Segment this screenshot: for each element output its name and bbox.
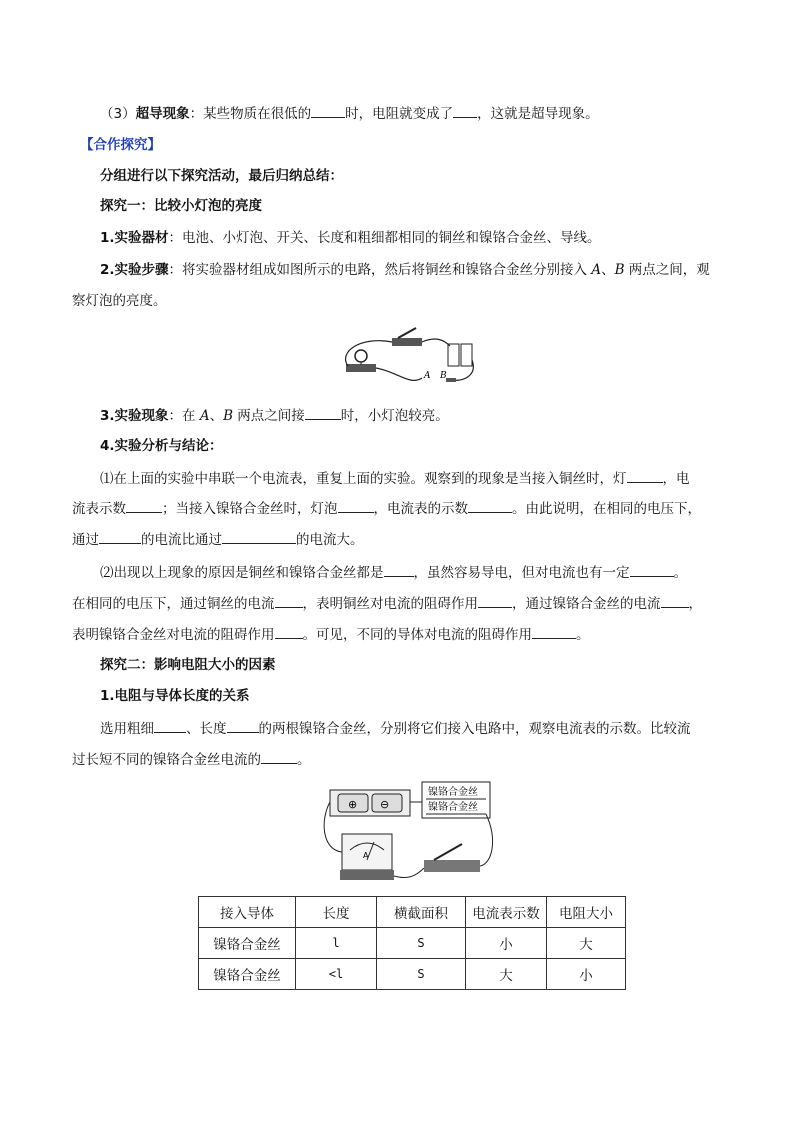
switch-lever	[434, 844, 462, 860]
steps-line	[100, 260, 760, 280]
answer-blank[interactable]	[222, 529, 296, 544]
text-segment: ，	[688, 596, 702, 612]
bulb-circuit-figure	[340, 322, 480, 390]
bulb-base	[346, 364, 376, 372]
table-header-cell: 电阻大小	[547, 897, 626, 928]
equipment-line	[100, 228, 760, 248]
equipment-label: 1.实验器材	[100, 230, 169, 246]
answer-blank[interactable]	[478, 593, 512, 608]
analysis-p2-line3	[72, 624, 732, 645]
answer-blank[interactable]	[532, 624, 576, 639]
minus-sign: ⊖	[380, 798, 390, 811]
steps-label: 2.实验步骤	[100, 262, 169, 278]
analysis-p2-line1	[100, 562, 760, 583]
text-segment: 的两根镍铬合金丝，分别将它们接入电路中，观察电流表的示数。比较流	[258, 721, 691, 737]
table-header-cell: 横截面积	[377, 897, 466, 928]
table-row	[199, 928, 626, 959]
table-cell: 镍铬合金丝	[199, 959, 296, 990]
ammeter-label: A	[363, 851, 369, 860]
coop-header	[80, 135, 740, 155]
answer-blank[interactable]	[261, 749, 297, 764]
point-a: A	[591, 262, 602, 278]
explore1-title: 探究一：比较小灯泡的亮度	[100, 198, 262, 214]
phenomenon-line	[100, 405, 760, 426]
wire-label-1: 镍铬合金丝	[428, 787, 478, 798]
text-segment: 在相同的电压下，通过铜丝的电流	[72, 596, 275, 612]
switch-base	[424, 860, 480, 872]
answer-blank[interactable]	[227, 718, 259, 733]
answer-blank[interactable]	[338, 498, 374, 513]
superconductivity-line	[100, 103, 760, 124]
answer-blank[interactable]	[468, 498, 512, 513]
resistance-table	[198, 896, 626, 990]
answer-blank[interactable]	[311, 103, 345, 118]
fig-label-b: B	[440, 371, 447, 381]
text-segment: ：在	[168, 408, 200, 424]
switch-base	[392, 338, 422, 346]
plus-sign: ⊕	[348, 798, 358, 811]
text-segment: ，表明铜丝对电流的阻碍作用	[302, 596, 478, 612]
text-segment: 表明镍铬合金丝对电流的阻碍作用	[72, 627, 275, 643]
answer-blank[interactable]	[126, 498, 162, 513]
table-cell: 小	[466, 928, 547, 959]
point-b: B	[223, 408, 233, 424]
wire-label-2: 镍铬合金丝	[428, 802, 478, 813]
point-a: A	[199, 408, 210, 424]
intro-text: 分组进行以下探究活动，最后归纳总结：	[100, 168, 343, 184]
text-segment: 、长度	[186, 721, 227, 737]
text-segment: 时，小灯泡较亮。	[340, 408, 449, 424]
answer-blank[interactable]	[305, 405, 341, 420]
text-segment: 选用粗细	[100, 721, 154, 737]
separator: 、	[209, 408, 224, 424]
analysis-label: 4.实验分析与结论：	[100, 438, 223, 454]
explore2-text-line1	[100, 718, 760, 739]
separator: 、	[601, 262, 615, 278]
text-segment: 。	[297, 752, 311, 768]
table-cell: 大	[466, 959, 547, 990]
table-header-cell: 接入导体	[199, 897, 296, 928]
answer-blank[interactable]	[99, 529, 141, 544]
text-segment: 的电流比通过	[141, 532, 222, 548]
battery-icon	[461, 344, 472, 366]
text-segment: 通过	[72, 532, 99, 548]
steps-text: ：将实验器材组成如图所示的电路，然后将铜丝和镍铬合金丝分别接入	[168, 262, 592, 278]
switch-lever	[398, 328, 416, 338]
coop-header-text: 【合作探究】	[80, 137, 161, 153]
table-header-cell: 电流表示数	[466, 897, 547, 928]
phenomenon-label: 3.实验现象	[100, 408, 169, 424]
text-segment: ，电流表的示数	[373, 501, 468, 517]
text-segment: ，通过镍铬合金丝的电流	[512, 596, 661, 612]
item-number: （3）	[100, 106, 136, 122]
steps-text: 两点之间，观	[624, 262, 710, 278]
analysis-p2-line2	[72, 593, 732, 614]
text-segment: 。可见，不同的导体对电流的阻碍作用	[302, 627, 532, 643]
table-cell: S	[377, 959, 466, 990]
text-segment: 两点之间接	[233, 408, 305, 424]
text-segment: 时，电阻就变成了	[345, 106, 454, 122]
table-header-row	[199, 897, 626, 928]
text-segment: ；当接入镍铬合金丝时，灯泡	[162, 501, 338, 517]
text-segment: 的电流大。	[296, 532, 364, 548]
text-segment: ，虽然容易导电，但对电流也有一定	[413, 565, 630, 581]
answer-blank[interactable]	[384, 562, 414, 577]
text-segment: 流表示数	[72, 501, 126, 517]
text-segment: ，电	[662, 471, 690, 487]
text-segment: 。	[576, 627, 590, 643]
text-segment: ，这就是超导现象。	[477, 106, 599, 122]
explore2-title: 探究二：影响电阻大小的因素	[100, 657, 276, 673]
table-cell: 小	[547, 959, 626, 990]
analysis-p1-line1	[100, 468, 760, 489]
answer-blank[interactable]	[154, 718, 186, 733]
equipment-text: ：电池、小灯泡、开关、长度和粗细都相同的铜丝和镍铬合金丝、导线。	[168, 230, 601, 246]
ammeter-circuit-figure	[322, 780, 502, 892]
text-segment: ：某些物质在很低的	[189, 106, 312, 122]
table-cell: <l	[296, 959, 377, 990]
table-cell: 大	[547, 928, 626, 959]
table-cell: 镍铬合金丝	[199, 928, 296, 959]
text-segment: 。由此说明，在相同的电压下，	[512, 501, 701, 517]
table-cell: l	[296, 928, 377, 959]
fig-label-a: A	[424, 371, 431, 381]
point-b: B	[614, 262, 625, 278]
explore2-subtitle: 1.电阻与导体长度的关系	[100, 688, 250, 704]
table-row	[199, 959, 626, 990]
text-segment: ⑴在上面的实验中串联一个电流表，重复上面的实验。观察到的现象是当接入铜丝时，灯	[100, 471, 627, 487]
table-header-cell: 长度	[296, 897, 377, 928]
answer-blank[interactable]	[275, 624, 303, 639]
steps-line-2: 察灯泡的亮度。	[72, 293, 167, 309]
answer-blank[interactable]	[453, 103, 477, 118]
superconductivity-title: 超导现象	[135, 106, 190, 122]
answer-blank[interactable]	[627, 468, 663, 483]
answer-blank[interactable]	[630, 562, 674, 577]
answer-blank[interactable]	[275, 593, 303, 608]
analysis-p1-line2	[72, 498, 732, 519]
analysis-p1-line3	[72, 529, 732, 550]
text-segment: 。	[673, 565, 687, 581]
bulb-icon	[355, 350, 367, 362]
text-segment: 过长短不同的镍铬合金丝电流的	[72, 752, 261, 768]
text-segment: ⑵出现以上现象的原因是铜丝和镍铬合金丝都是	[100, 565, 384, 581]
explore2-text-line2	[72, 749, 732, 770]
answer-blank[interactable]	[661, 593, 689, 608]
table-cell: S	[377, 928, 466, 959]
battery-icon	[448, 344, 459, 366]
